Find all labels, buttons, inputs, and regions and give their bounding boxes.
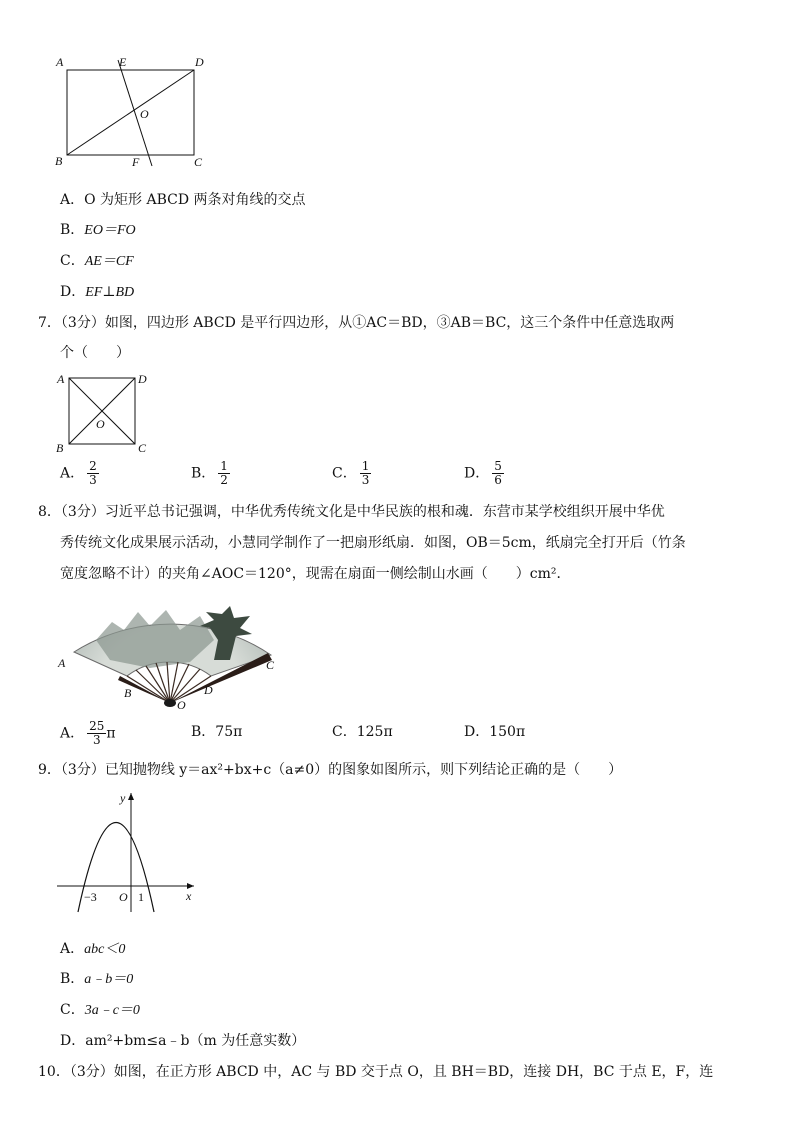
label-b: B bbox=[55, 154, 63, 168]
label-d: D bbox=[204, 683, 213, 697]
label-x: x bbox=[186, 889, 192, 903]
q8-stem-line2: 秀传统文化成果展示活动，小慧同学制作了一把扇形纸扇．如图，OB＝5cm，纸扇完全打开后（竹条 bbox=[60, 535, 686, 551]
q10-stem-line1: 10．（3分）如图，在正方形 ABCD 中，AC 与 BD 交于点 O，且 BH＝BD，连接 DH，BC 于点 E，F，连 bbox=[38, 1064, 714, 1080]
q8-stem-line1: 8．（3分）习近平总书记强调，中华优秀传统文化是中华民族的根和魂．东营市某学校组织开展中华优 bbox=[38, 504, 665, 520]
label-y: y bbox=[120, 791, 126, 805]
q8-option-a[interactable]: A． $\frac{25}{3}$ π bbox=[60, 719, 116, 747]
label-one: 1 bbox=[138, 890, 144, 904]
label-c: C bbox=[138, 441, 147, 455]
label-b: B bbox=[124, 686, 132, 700]
label-f: F bbox=[132, 155, 140, 169]
q8-stem-line3: 宽度忽略不计）的夹角∠AOC＝120°，现需在扇面一侧绘制山水画（ ）cm²． bbox=[60, 566, 571, 582]
q7-stem-line1: 7．（3分）如图，四边形 ABCD 是平行四边形，从①AC＝BD，③AB＝BC，这三个条件中任意选取两 bbox=[38, 315, 675, 331]
q8-option-d[interactable]: D．150π bbox=[464, 724, 526, 740]
q6-option-a[interactable]: A．O 为矩形 ABCD 两条对角线的交点 bbox=[60, 192, 306, 208]
label-b: B bbox=[56, 441, 64, 455]
q9-option-c[interactable]: C．3a﹣c＝0 bbox=[60, 1002, 140, 1018]
label-o: O bbox=[96, 417, 105, 431]
q6-option-d[interactable]: D．EF⊥BD bbox=[60, 284, 135, 300]
q7-option-b[interactable]: B． $\frac{1}{2}$ bbox=[191, 459, 228, 487]
label-a: A bbox=[57, 372, 65, 386]
q7-stem-line2: 个（ ） bbox=[60, 345, 130, 361]
label-a: A bbox=[56, 55, 64, 69]
label-origin: O bbox=[119, 890, 128, 904]
label-a: A bbox=[58, 656, 66, 670]
q7-option-a[interactable]: A． $\frac{2}{3}$ bbox=[60, 459, 97, 487]
q9-option-d[interactable]: D．am²+bm≤a﹣b（m 为任意实数） bbox=[60, 1033, 306, 1049]
q6-option-c[interactable]: C．AE＝CF bbox=[60, 253, 134, 269]
q6-option-b[interactable]: B．EO＝FO bbox=[60, 222, 136, 238]
q9-option-b[interactable]: B．a﹣b＝0 bbox=[60, 971, 134, 987]
label-c: C bbox=[266, 658, 275, 672]
q8-option-b[interactable]: B．75π bbox=[191, 724, 243, 740]
label-o: O bbox=[140, 107, 149, 121]
label-o: O bbox=[177, 698, 186, 712]
q7-option-c[interactable]: C． $\frac{1}{3}$ bbox=[332, 459, 370, 487]
label-e: E bbox=[119, 55, 127, 69]
q9-option-a[interactable]: A．abc＜0 bbox=[60, 941, 126, 957]
q8-option-c[interactable]: C．125π bbox=[332, 724, 393, 740]
label-c: C bbox=[194, 155, 203, 169]
q7-option-d[interactable]: D． $\frac{5}{6}$ bbox=[464, 459, 502, 487]
label-d: D bbox=[138, 372, 147, 386]
y-axis-arrow bbox=[128, 793, 134, 800]
label-d: D bbox=[195, 55, 204, 69]
q9-stem-line1: 9．（3分）已知抛物线 y＝ax²+bx+c（a≠0）的图象如图所示，则下列结论正确的是（ ） bbox=[38, 762, 623, 778]
label-minus3: −3 bbox=[84, 890, 97, 904]
